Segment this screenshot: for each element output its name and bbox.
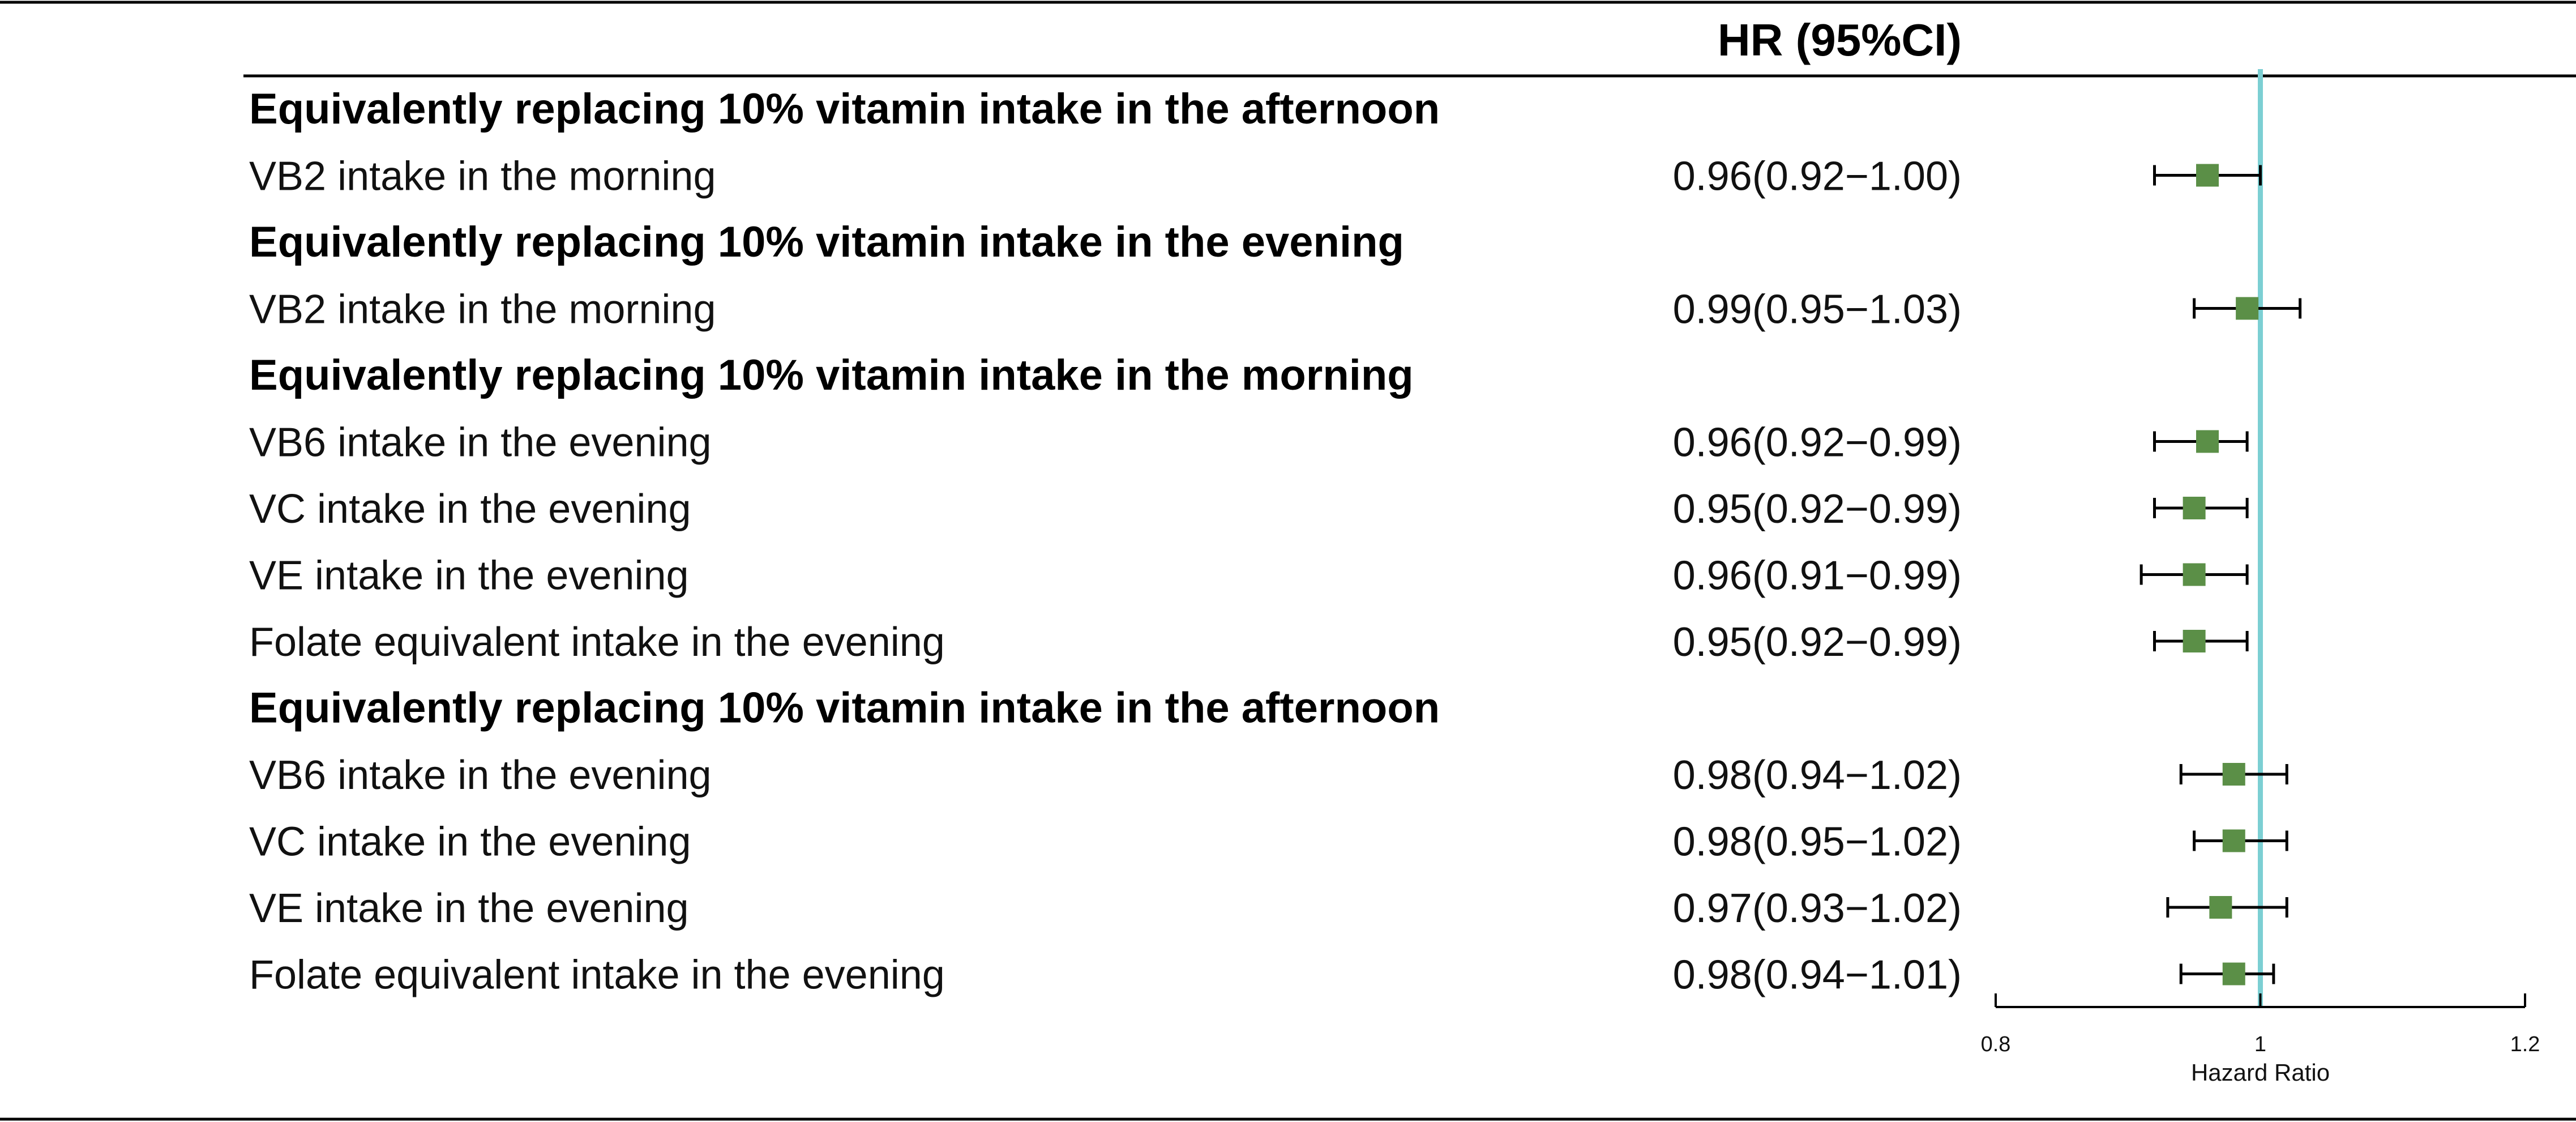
hr-point: [2183, 630, 2206, 652]
hr-value: 0.99(0.95−1.03): [1672, 287, 1962, 332]
rows-layer: [249, 69, 2300, 1008]
row-label: VB2 intake in the morning: [249, 287, 716, 332]
group-header: Equivalently replacing 10% vitamin intake in the evening: [249, 218, 1404, 266]
hr-point: [2183, 564, 2206, 586]
hr-point: [2223, 763, 2245, 786]
hr-value: 0.98(0.94−1.01): [1672, 952, 1962, 998]
row-label: VB6 intake in the evening: [249, 753, 712, 798]
hr-value: 0.95(0.92−0.99): [1672, 487, 1962, 532]
hr-point: [2236, 297, 2258, 320]
group-header: Equivalently replacing 10% vitamin intake in the afternoon: [249, 684, 1440, 732]
group-header: Equivalently replacing 10% vitamin intake in the morning: [249, 351, 1414, 399]
row-label: Folate equivalent intake in the evening: [249, 620, 945, 665]
hr-value: 0.97(0.93−1.02): [1672, 886, 1962, 931]
hr-value: 0.96(0.92−0.99): [1672, 420, 1962, 466]
hr-point: [2223, 963, 2245, 986]
x-axis-title: Hazard Ratio: [2190, 1059, 2330, 1086]
hr-value: 0.98(0.95−1.02): [1672, 819, 1962, 865]
hr-point: [2223, 830, 2245, 852]
group-header: Equivalently replacing 10% vitamin intake in the afternoon: [249, 85, 1440, 133]
hr-point: [2183, 497, 2206, 519]
x-tick-label: 0.8: [1980, 1033, 2011, 1056]
row-label: VE intake in the evening: [249, 886, 689, 931]
row-label: VB6 intake in the evening: [249, 420, 712, 466]
row-label: VB2 intake in the morning: [249, 153, 716, 199]
hr-point: [2196, 164, 2219, 187]
hr-value: 0.96(0.91−0.99): [1672, 553, 1962, 599]
x-axis: [1981, 993, 2540, 1086]
row-label: Folate equivalent intake in the evening: [249, 952, 945, 998]
hr-value: 0.95(0.92−0.99): [1672, 620, 1962, 665]
hr-value: 0.96(0.92−1.00): [1672, 153, 1962, 199]
row-label: VC intake in the evening: [249, 819, 691, 865]
row-label: VE intake in the evening: [249, 553, 689, 599]
hr-point: [2196, 430, 2219, 453]
hr-value: 0.98(0.94−1.02): [1672, 753, 1962, 798]
hr-point: [2209, 896, 2232, 919]
x-tick-label: 1.2: [2510, 1033, 2540, 1056]
hr-column-header: HR (95%CI): [1717, 15, 1962, 65]
row-label: VC intake in the evening: [249, 487, 691, 532]
x-tick-label: 1: [2254, 1033, 2267, 1056]
